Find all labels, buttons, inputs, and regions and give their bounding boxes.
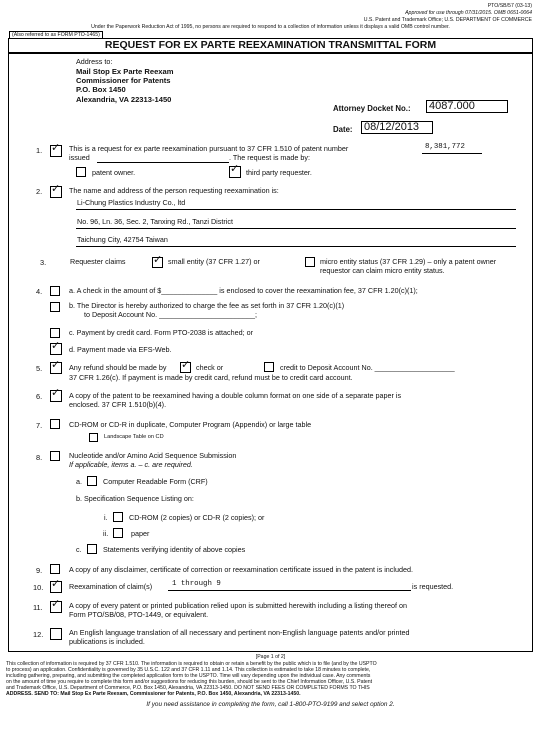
- check-mark-icon: ✓: [230, 162, 240, 175]
- item-8a-letter: a.: [76, 477, 82, 486]
- efs-web-checkbox[interactable]: [50, 339, 62, 355]
- help-line: If you need assistance in completing the form, call 1-800-PTO-9199 and select option 2.: [146, 701, 395, 708]
- refund-text: Any refund should be made by: [69, 363, 167, 372]
- form-title: [8, 38, 533, 53]
- requester-address-1[interactable]: No. 96, Ln. 36, Sec. 2, Tanxing Rd., Tanzi District: [77, 217, 233, 226]
- item-9-checkbox[interactable]: [50, 564, 60, 574]
- requester-address-2[interactable]: Taichung City, 42754 Taiwan: [77, 235, 168, 244]
- item-2-checkbox[interactable]: [50, 182, 62, 198]
- item-11-number: 11.: [33, 603, 43, 612]
- item-11-text-1: A copy of every patent or printed publication relied upon is submitted herewith including a listing thereof on: [69, 601, 408, 610]
- item-1-number: 1.: [36, 146, 43, 155]
- date-label: Date:: [333, 125, 353, 134]
- item-9-number: 9.: [36, 566, 43, 575]
- item-12-text-2: publications is included.: [69, 637, 145, 646]
- efs-web-text: d. Payment made via EFS-Web.: [69, 345, 172, 354]
- item-12-checkbox[interactable]: [50, 628, 62, 640]
- deposit-account-checkbox[interactable]: [50, 302, 60, 312]
- credit-card-text: c. Payment by credit card. Form PTO-2038 is attached; or: [69, 328, 254, 337]
- item-8bi-letter: i.: [104, 513, 108, 522]
- refund-text-2: 37 CFR 1.26(c). If payment is made by credit card, refund must be to credit card account.: [69, 373, 353, 382]
- date-field[interactable]: 08/12/2013: [361, 121, 433, 134]
- check-mark-icon: ✓: [51, 141, 61, 154]
- item-7-checkbox[interactable]: [50, 419, 60, 429]
- item-6-text-1: A copy of the patent to be reexamined having a double column format on one side of a separate paper is: [69, 391, 402, 400]
- requester-line-3: [76, 246, 516, 247]
- statements-checkbox[interactable]: [87, 544, 97, 554]
- small-entity-label: small entity (37 CFR 1.27) or: [168, 257, 260, 266]
- issued-underline: [97, 162, 229, 163]
- agency-line: U.S. Patent and Trademark Office; U.S. DEPARTMENT OF COMMERCE: [363, 17, 532, 23]
- micro-entity-label: micro entity status (37 CFR 1.29) – only a patent owner requestor can claim micro entity status.: [320, 257, 497, 275]
- third-party-label: third party requester.: [246, 168, 312, 177]
- refund-check-label: check or: [196, 363, 224, 372]
- item-11-checkbox[interactable]: [50, 597, 62, 613]
- item-5-number: 5.: [36, 364, 43, 373]
- item-1-text: This is a request for ex parte reexamination pursuant to 37 CFR 1.510 of patent number: [69, 144, 349, 153]
- address-line-2: Commissioner for Patents: [76, 76, 171, 86]
- burden-statement: [6, 661, 536, 697]
- item-10-number: 10.: [33, 583, 44, 592]
- address-line-1: Mail Stop Ex Parte Reexam: [76, 67, 174, 76]
- burden-line-1: This collection of information is required by 37 CFR 1.510. The information is required to obtain or retain a benefit by the public which is to file (and by the USPTO: [6, 661, 377, 667]
- requester-name[interactable]: Li-Chung Plastics Industry Co., ltd: [77, 198, 186, 207]
- deposit-account-text: b. The Director is hereby authorized to charge the fee as set forth in 37 CFR 1.20(c)(1): [69, 301, 345, 310]
- requester-claims-label: Requester claims: [70, 257, 126, 266]
- check-mark-icon: ✓: [51, 339, 61, 352]
- check-mark-icon: ✓: [51, 597, 61, 610]
- item-8-checkbox[interactable]: [50, 451, 60, 461]
- also-referred: (Also referred to as FORM PTO-1465): [9, 31, 103, 38]
- deposit-account-line: to Deposit Account No. ________________________;: [84, 310, 258, 319]
- patent-owner-label: patent owner.: [92, 168, 136, 177]
- address-line-3: P.O. Box 1450: [76, 85, 126, 95]
- patent-owner-checkbox[interactable]: [76, 167, 86, 177]
- sequence-note: If applicable, items a. – c. are required.: [69, 460, 193, 469]
- page-indicator: [Page 1 of 2]: [255, 654, 286, 660]
- patent-number-field[interactable]: 8,381,772: [425, 143, 465, 151]
- paper-label: paper: [131, 529, 150, 538]
- docket-label: Attorney Docket No.:: [333, 104, 411, 113]
- third-party-checkbox[interactable]: [229, 162, 241, 178]
- patent-number-underline: [422, 153, 482, 154]
- item-8c-letter: c.: [76, 545, 82, 554]
- credit-card-checkbox[interactable]: [50, 328, 60, 338]
- refund-credit-label: credit to Deposit Account No. ____________________: [280, 363, 455, 372]
- paper-checkbox[interactable]: [113, 528, 123, 538]
- burden-line-2: to process) an application. Confidentiality is governed by 35 U.S.C. 122 and 37 CFR 1.11 and 1.14. This collection is estimated to take 18 minutes to complete,: [6, 667, 371, 673]
- address-block: [76, 67, 174, 104]
- statements-label: Statements verifying identity of above copies: [103, 545, 246, 554]
- item-12-number: 12.: [33, 630, 44, 639]
- landscape-table-checkbox[interactable]: [89, 433, 98, 442]
- request-made-by: . The request is made by:: [229, 153, 310, 162]
- form-number: PTO/SB/57 (03-13): [487, 3, 532, 9]
- item-9-text: A copy of any disclaimer, certificate of correction or reexamination certificate issued in the patent is included.: [69, 565, 413, 574]
- refund-credit-checkbox[interactable]: [264, 362, 274, 372]
- crf-checkbox[interactable]: [87, 476, 97, 486]
- paperwork-notice: Under the Paperwork Reduction Act of 1995, no persons are required to respond to a collection of information unless it displays a valid OMB control number.: [91, 24, 450, 30]
- claims-label: Reexamination of claim(s): [69, 582, 153, 591]
- check-mark-icon: ✓: [181, 358, 191, 371]
- burden-line-5: and Trademark Office, U.S. Department of Commerce, P.O. Box 1450, Alexandria, VA 22313-1450. DO NOT SEND FEES OR COMPLETED FORMS TO THIS: [6, 685, 370, 691]
- sequence-title: Nucleotide and/or Amino Acid Sequence Submission: [69, 451, 237, 460]
- burden-line-3: including gathering, preparing, and submitting the completed application form to the USPTO. Time will vary depending upon the individual case. Any comments: [6, 673, 371, 679]
- item-6-number: 6.: [36, 392, 43, 401]
- claims-tail: is requested.: [412, 582, 454, 591]
- item-3-number: 3.: [40, 258, 47, 267]
- fee-check-checkbox[interactable]: [50, 286, 60, 296]
- requester-line-2: [76, 228, 516, 229]
- landscape-table-label: Landscape Table on CD: [104, 434, 164, 440]
- cd-rom-label: CD-ROM (2 copies) or CD-R (2 copies); or: [129, 513, 265, 522]
- item-7-text: CD-ROM or CD-R in duplicate, Computer Program (Appendix) or large table: [69, 420, 312, 429]
- item-4-number: 4.: [36, 287, 43, 296]
- refund-check-checkbox[interactable]: [180, 358, 191, 373]
- item-12-text-1: An English language translation of all necessary and pertinent non-English language patents and/or printed: [69, 628, 410, 637]
- claims-field[interactable]: 1 through 9: [172, 580, 221, 588]
- form-title-text: REQUEST FOR EX PARTE REEXAMINATION TRANSMITTAL FORM: [104, 39, 437, 51]
- item-6-checkbox[interactable]: [50, 386, 62, 402]
- cd-rom-checkbox[interactable]: [113, 512, 123, 522]
- address-line-4: Alexandria, VA 22313-1450: [76, 94, 172, 104]
- docket-field[interactable]: 4087.000: [426, 100, 508, 113]
- check-mark-icon: ✓: [51, 386, 61, 399]
- item-8-number: 8.: [36, 453, 43, 462]
- item-2-text: The name and address of the person requesting reexamination is:: [69, 186, 279, 195]
- item-6-text-2: enclosed. 37 CFR 1.510(b)(4).: [69, 400, 167, 409]
- item-11-text-2: Form PTO/SB/08, PTO-1449, or equivalent.: [69, 610, 209, 619]
- issued-label: issued: [69, 153, 90, 162]
- burden-line-4: on the amount of time you require to complete this form and/or suggestions for reducing this burden, should be sent to the Chief Information Officer, U.S. Patent: [6, 679, 373, 685]
- item-2-number: 2.: [36, 187, 43, 196]
- check-mark-icon: ✓: [51, 182, 61, 195]
- micro-entity-checkbox[interactable]: [305, 257, 315, 267]
- item-8bii-letter: ii.: [103, 529, 109, 538]
- check-mark-icon: ✓: [51, 358, 61, 371]
- fee-check-text: a. A check in the amount of $______________ is enclosed to cover the reexamination fee, 37 CFR 1.20(c)(1);: [69, 286, 418, 295]
- requester-line-1: [76, 209, 516, 210]
- item-7-number: 7.: [36, 421, 43, 430]
- item-10-checkbox[interactable]: [50, 577, 62, 593]
- check-mark-icon: ✓: [51, 577, 61, 590]
- small-entity-checkbox[interactable]: [152, 253, 163, 268]
- spec-listing-label: b. Specification Sequence Listing on:: [76, 494, 194, 503]
- claims-underline: [168, 590, 411, 591]
- approval-line: Approved for use through 07/31/2015. OMB 0651-0064: [405, 10, 532, 16]
- item-5-checkbox[interactable]: [50, 358, 62, 374]
- item-1-checkbox[interactable]: [50, 141, 62, 157]
- address-label: Address to:: [76, 57, 113, 66]
- burden-line-6: ADDRESS. SEND TO: Mail Stop Ex Parte Reexam, Commissioner for Patents, P.O. Box 1450, Alexandria, VA 22313-1450.: [6, 691, 301, 697]
- check-mark-icon: ✓: [153, 253, 163, 266]
- crf-label: Computer Readable Form (CRF): [103, 477, 208, 486]
